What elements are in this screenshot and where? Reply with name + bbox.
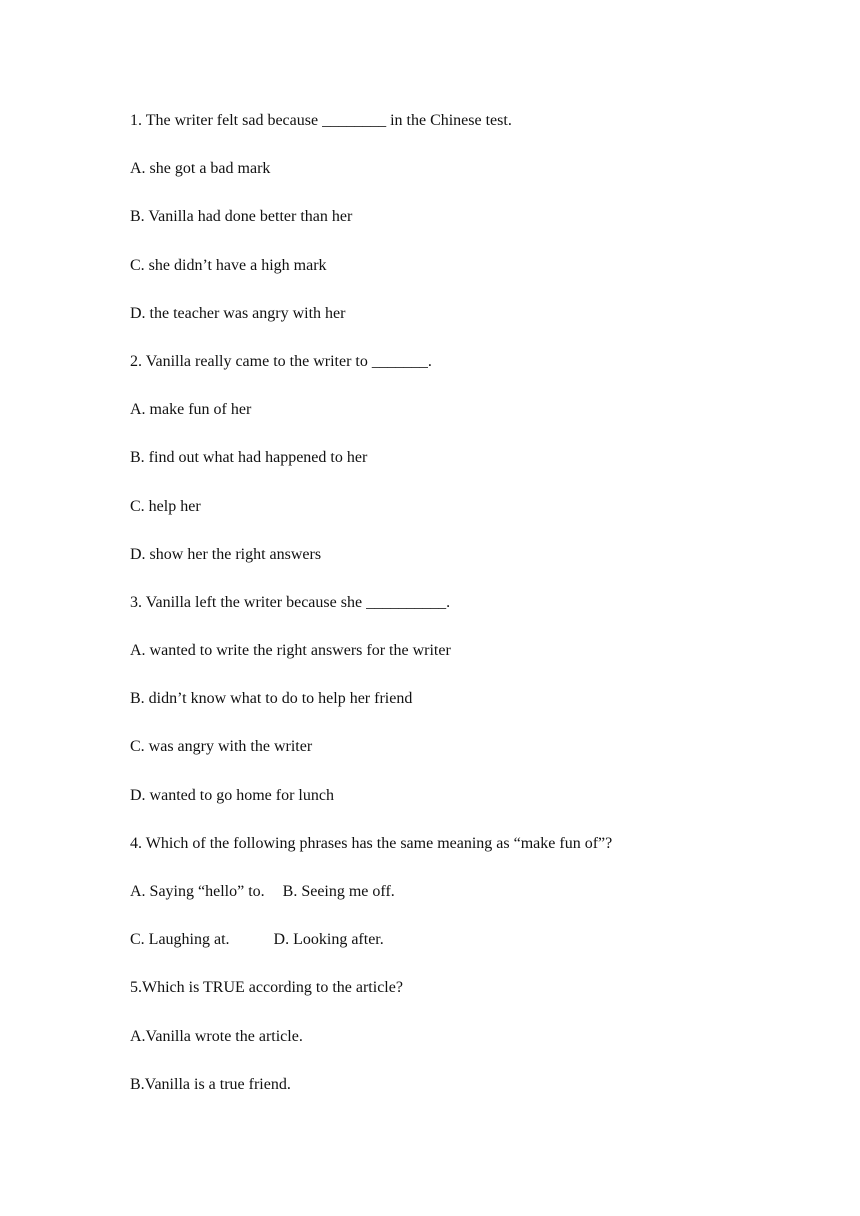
question-5-stem: 5.Which is TRUE according to the article?: [130, 979, 403, 997]
question-1-option-b: B. Vanilla had done better than her: [130, 208, 353, 226]
question-2-option-c: C. help her: [130, 497, 201, 515]
question-2-stem: 2. Vanilla really came to the writer to _______.: [130, 352, 432, 370]
question-1-option-a: A. she got a bad mark: [130, 160, 271, 178]
question-4-option-a: A. Saying “hello” to.: [130, 883, 265, 900]
question-3-option-c: C. was angry with the writer: [130, 738, 313, 756]
question-1-stem: 1. The writer felt sad because ________ in the Chinese test.: [130, 112, 512, 129]
question-3-option-d: D. wanted to go home for lunch: [130, 786, 334, 804]
question-4-option-c: C. Laughing at.: [130, 931, 230, 949]
question-4-stem: 4. Which of the following phrases has the same meaning as “make fun of”?: [130, 834, 613, 852]
question-2-option-b: B. find out what had happened to her: [130, 449, 368, 467]
question-1-option-c: C. she didn’t have a high mark: [130, 256, 327, 274]
question-2-option-a: A. make fun of her: [130, 401, 252, 419]
question-5-option-a: A.Vanilla wrote the article.: [130, 1027, 303, 1045]
question-3-option-b: B. didn’t know what to do to help her friend: [130, 690, 413, 708]
question-sheet: [130, 110, 790, 1122]
question-4-option-b: B. Seeing me off.: [282, 883, 395, 900]
question-4-options-cd: [130, 929, 790, 951]
question-4-options-ab: [130, 881, 790, 903]
question-3-option-a: A. wanted to write the right answers for the writer: [130, 642, 451, 660]
question-4-option-d: D. Looking after.: [273, 931, 384, 949]
question-3-stem: 3. Vanilla left the writer because she __________.: [130, 593, 451, 611]
question-5-option-b: B.Vanilla is a true friend.: [130, 1075, 291, 1093]
question-1-option-d: D. the teacher was angry with her: [130, 304, 346, 322]
question-2-option-d: D. show her the right answers: [130, 545, 322, 563]
